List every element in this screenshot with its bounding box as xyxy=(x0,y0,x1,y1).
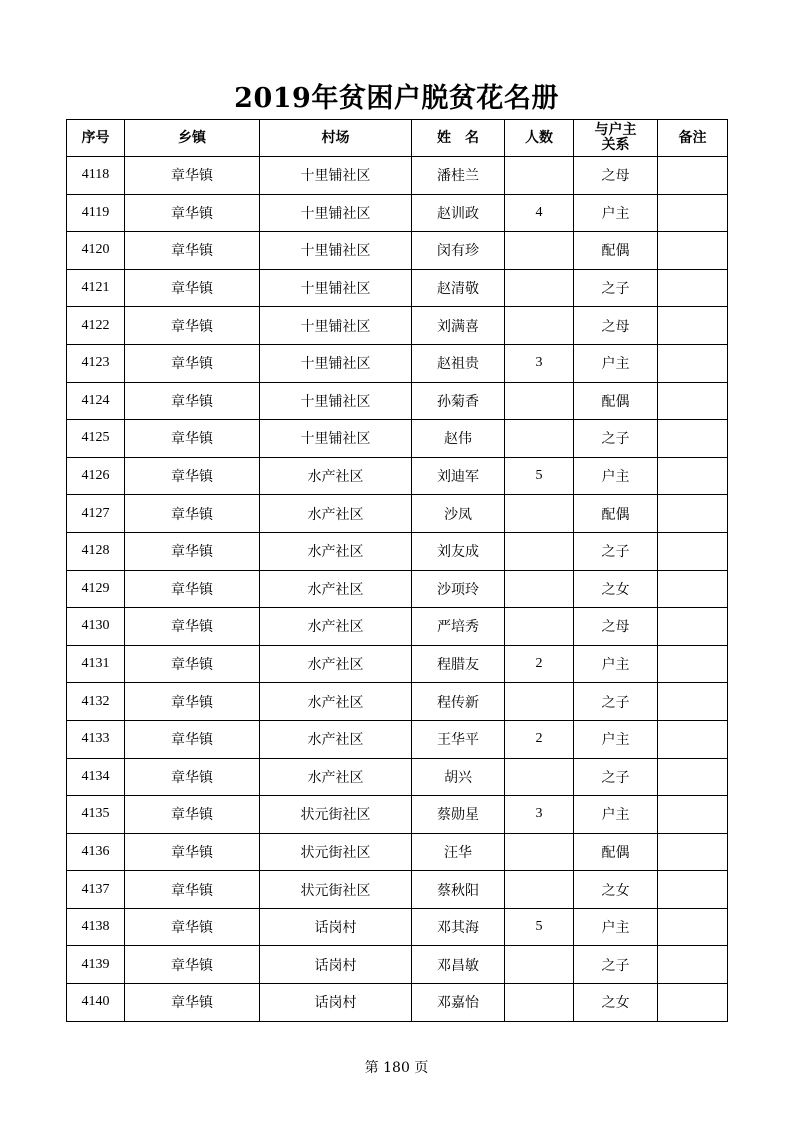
cell-town: 章华镇 xyxy=(125,608,260,646)
cell-name: 蔡秋阳 xyxy=(412,871,505,909)
cell-seq: 4123 xyxy=(67,344,125,382)
cell-relation: 之母 xyxy=(574,157,658,195)
cell-town: 章华镇 xyxy=(125,908,260,946)
cell-seq: 4133 xyxy=(67,720,125,758)
cell-count xyxy=(505,307,574,345)
cell-count xyxy=(505,420,574,458)
cell-town: 章华镇 xyxy=(125,232,260,270)
cell-relation: 之子 xyxy=(574,269,658,307)
cell-seq: 4129 xyxy=(67,570,125,608)
cell-relation: 户主 xyxy=(574,908,658,946)
cell-count xyxy=(505,608,574,646)
cell-town: 章华镇 xyxy=(125,758,260,796)
cell-village: 话岗村 xyxy=(260,946,412,984)
header-row xyxy=(67,120,728,157)
cell-village: 水产社区 xyxy=(260,457,412,495)
cell-village: 十里铺社区 xyxy=(260,194,412,232)
column-header-remark: 备注 xyxy=(658,120,728,157)
cell-seq: 4128 xyxy=(67,532,125,570)
cell-seq: 4125 xyxy=(67,420,125,458)
cell-village: 水产社区 xyxy=(260,645,412,683)
cell-seq: 4132 xyxy=(67,683,125,721)
cell-seq: 4130 xyxy=(67,608,125,646)
cell-name: 赵训政 xyxy=(412,194,505,232)
cell-count xyxy=(505,833,574,871)
column-header-town: 乡镇 xyxy=(125,120,260,157)
table-row xyxy=(67,382,728,420)
table-row xyxy=(67,946,728,984)
cell-seq: 4136 xyxy=(67,833,125,871)
cell-remark xyxy=(658,420,728,458)
cell-seq: 4118 xyxy=(67,157,125,195)
cell-town: 章华镇 xyxy=(125,194,260,232)
cell-name: 闵有珍 xyxy=(412,232,505,270)
roster-table xyxy=(66,119,728,1022)
cell-town: 章华镇 xyxy=(125,307,260,345)
page-title: 2019年贫困户脱贫花名册 xyxy=(234,83,559,114)
cell-remark xyxy=(658,194,728,232)
cell-name: 孙菊香 xyxy=(412,382,505,420)
cell-village: 十里铺社区 xyxy=(260,420,412,458)
cell-count: 5 xyxy=(505,908,574,946)
cell-relation: 户主 xyxy=(574,720,658,758)
cell-village: 十里铺社区 xyxy=(260,269,412,307)
cell-count xyxy=(505,570,574,608)
table-row xyxy=(67,532,728,570)
cell-village: 十里铺社区 xyxy=(260,157,412,195)
cell-town: 章华镇 xyxy=(125,420,260,458)
cell-seq: 4124 xyxy=(67,382,125,420)
cell-relation: 之女 xyxy=(574,984,658,1022)
cell-relation: 之子 xyxy=(574,683,658,721)
table-row xyxy=(67,495,728,533)
cell-town: 章华镇 xyxy=(125,683,260,721)
cell-relation: 户主 xyxy=(574,645,658,683)
cell-count xyxy=(505,495,574,533)
cell-village: 水产社区 xyxy=(260,683,412,721)
cell-seq: 4135 xyxy=(67,796,125,834)
cell-remark xyxy=(658,946,728,984)
cell-village: 水产社区 xyxy=(260,532,412,570)
column-header-village: 村场 xyxy=(260,120,412,157)
cell-remark xyxy=(658,157,728,195)
cell-seq: 4140 xyxy=(67,984,125,1022)
table-row xyxy=(67,645,728,683)
cell-village: 十里铺社区 xyxy=(260,382,412,420)
cell-relation: 户主 xyxy=(574,796,658,834)
cell-town: 章华镇 xyxy=(125,532,260,570)
cell-name: 蔡勋星 xyxy=(412,796,505,834)
cell-town: 章华镇 xyxy=(125,796,260,834)
cell-village: 状元街社区 xyxy=(260,871,412,909)
table-row xyxy=(67,307,728,345)
cell-remark xyxy=(658,871,728,909)
cell-relation: 户主 xyxy=(574,344,658,382)
cell-count: 4 xyxy=(505,194,574,232)
cell-seq: 4138 xyxy=(67,908,125,946)
column-header-seq: 序号 xyxy=(67,120,125,157)
cell-town: 章华镇 xyxy=(125,833,260,871)
cell-seq: 4120 xyxy=(67,232,125,270)
cell-count xyxy=(505,532,574,570)
cell-count xyxy=(505,382,574,420)
cell-seq: 4139 xyxy=(67,946,125,984)
table-row xyxy=(67,269,728,307)
cell-town: 章华镇 xyxy=(125,570,260,608)
cell-remark xyxy=(658,720,728,758)
cell-name: 胡兴 xyxy=(412,758,505,796)
cell-remark xyxy=(658,532,728,570)
cell-village: 话岗村 xyxy=(260,984,412,1022)
cell-relation: 户主 xyxy=(574,457,658,495)
cell-name: 刘迪军 xyxy=(412,457,505,495)
column-header-relation-line1: 与户主 xyxy=(594,122,637,138)
cell-name: 王华平 xyxy=(412,720,505,758)
table-row xyxy=(67,457,728,495)
cell-village: 十里铺社区 xyxy=(260,307,412,345)
cell-count xyxy=(505,683,574,721)
table-row xyxy=(67,194,728,232)
cell-town: 章华镇 xyxy=(125,157,260,195)
cell-relation: 之子 xyxy=(574,946,658,984)
cell-remark xyxy=(658,758,728,796)
cell-relation: 之子 xyxy=(574,532,658,570)
table-row xyxy=(67,157,728,195)
cell-town: 章华镇 xyxy=(125,382,260,420)
footer-suffix: 页 xyxy=(414,1060,429,1076)
cell-village: 十里铺社区 xyxy=(260,344,412,382)
cell-relation: 之子 xyxy=(574,420,658,458)
cell-name: 赵清敬 xyxy=(412,269,505,307)
cell-seq: 4121 xyxy=(67,269,125,307)
table-row xyxy=(67,420,728,458)
cell-count: 2 xyxy=(505,720,574,758)
table-body xyxy=(67,157,728,1022)
cell-village: 十里铺社区 xyxy=(260,232,412,270)
cell-relation: 配偶 xyxy=(574,382,658,420)
cell-count xyxy=(505,871,574,909)
cell-village: 状元街社区 xyxy=(260,833,412,871)
cell-relation: 之母 xyxy=(574,608,658,646)
cell-count: 5 xyxy=(505,457,574,495)
cell-relation: 配偶 xyxy=(574,495,658,533)
page-footer xyxy=(0,1057,793,1077)
cell-seq: 4119 xyxy=(67,194,125,232)
cell-name: 潘桂兰 xyxy=(412,157,505,195)
cell-count: 2 xyxy=(505,645,574,683)
cell-village: 水产社区 xyxy=(260,495,412,533)
column-header-relation xyxy=(574,120,658,157)
cell-name: 邓其海 xyxy=(412,908,505,946)
column-header-relation-line2: 关系 xyxy=(601,137,630,153)
cell-remark xyxy=(658,269,728,307)
cell-relation: 之女 xyxy=(574,871,658,909)
table-row xyxy=(67,570,728,608)
table-row xyxy=(67,720,728,758)
table-row xyxy=(67,608,728,646)
cell-name: 赵祖贵 xyxy=(412,344,505,382)
cell-relation: 之子 xyxy=(574,758,658,796)
table-row xyxy=(67,232,728,270)
footer-prefix: 第 xyxy=(364,1060,379,1076)
table-row xyxy=(67,908,728,946)
page-number: 180 xyxy=(383,1060,410,1076)
cell-remark xyxy=(658,382,728,420)
cell-name: 沙凤 xyxy=(412,495,505,533)
cell-relation: 配偶 xyxy=(574,232,658,270)
cell-village: 水产社区 xyxy=(260,758,412,796)
cell-name: 邓昌敏 xyxy=(412,946,505,984)
cell-name: 刘满喜 xyxy=(412,307,505,345)
cell-name: 汪华 xyxy=(412,833,505,871)
cell-seq: 4122 xyxy=(67,307,125,345)
cell-town: 章华镇 xyxy=(125,871,260,909)
cell-name: 邓嘉怡 xyxy=(412,984,505,1022)
cell-relation: 之母 xyxy=(574,307,658,345)
cell-village: 水产社区 xyxy=(260,570,412,608)
cell-seq: 4126 xyxy=(67,457,125,495)
cell-town: 章华镇 xyxy=(125,495,260,533)
table-row xyxy=(67,984,728,1022)
cell-remark xyxy=(658,683,728,721)
cell-town: 章华镇 xyxy=(125,720,260,758)
cell-count: 3 xyxy=(505,344,574,382)
cell-remark xyxy=(658,495,728,533)
column-header-name: 姓 名 xyxy=(412,120,505,157)
cell-town: 章华镇 xyxy=(125,645,260,683)
cell-seq: 4131 xyxy=(67,645,125,683)
cell-name: 程传新 xyxy=(412,683,505,721)
cell-village: 话岗村 xyxy=(260,908,412,946)
cell-count xyxy=(505,758,574,796)
cell-town: 章华镇 xyxy=(125,984,260,1022)
cell-name: 刘友成 xyxy=(412,532,505,570)
cell-relation: 配偶 xyxy=(574,833,658,871)
cell-remark xyxy=(658,796,728,834)
cell-name: 严培秀 xyxy=(412,608,505,646)
cell-remark xyxy=(658,908,728,946)
table-row xyxy=(67,871,728,909)
cell-seq: 4134 xyxy=(67,758,125,796)
cell-town: 章华镇 xyxy=(125,269,260,307)
cell-remark xyxy=(658,984,728,1022)
cell-name: 沙项玲 xyxy=(412,570,505,608)
cell-seq: 4137 xyxy=(67,871,125,909)
cell-remark xyxy=(658,608,728,646)
cell-town: 章华镇 xyxy=(125,946,260,984)
cell-relation: 之女 xyxy=(574,570,658,608)
table-row xyxy=(67,796,728,834)
cell-village: 水产社区 xyxy=(260,608,412,646)
cell-count xyxy=(505,232,574,270)
cell-count xyxy=(505,269,574,307)
table-row xyxy=(67,683,728,721)
cell-count: 3 xyxy=(505,796,574,834)
cell-town: 章华镇 xyxy=(125,457,260,495)
table-row xyxy=(67,833,728,871)
cell-relation: 户主 xyxy=(574,194,658,232)
cell-count xyxy=(505,946,574,984)
cell-seq: 4127 xyxy=(67,495,125,533)
cell-name: 程腊友 xyxy=(412,645,505,683)
cell-village: 状元街社区 xyxy=(260,796,412,834)
column-header-count: 人数 xyxy=(505,120,574,157)
cell-name: 赵伟 xyxy=(412,420,505,458)
cell-remark xyxy=(658,344,728,382)
cell-remark xyxy=(658,645,728,683)
table-row xyxy=(67,344,728,382)
cell-remark xyxy=(658,307,728,345)
cell-village: 水产社区 xyxy=(260,720,412,758)
cell-remark xyxy=(658,570,728,608)
cell-count xyxy=(505,984,574,1022)
cell-remark xyxy=(658,457,728,495)
cell-remark xyxy=(658,833,728,871)
table-row xyxy=(67,758,728,796)
cell-remark xyxy=(658,232,728,270)
cell-count xyxy=(505,157,574,195)
cell-town: 章华镇 xyxy=(125,344,260,382)
